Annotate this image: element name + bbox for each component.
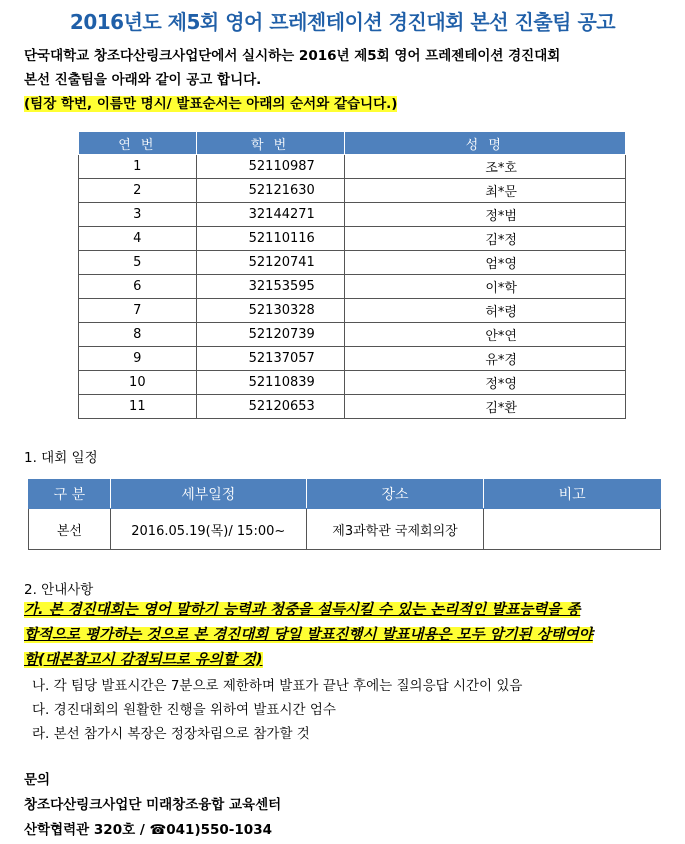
contact-org: 창조다산링크사업단 미래창조융합 교육센터 [24, 797, 282, 813]
schedule-heading: 1. 대회 일정 [24, 450, 98, 466]
finalist-row [79, 275, 626, 299]
notice-item: 라. 본선 참가시 복장은 정장차림으로 참가할 것 [32, 726, 310, 742]
finalist-name: 정*범 [344, 203, 625, 227]
notice-item: 다. 경진대회의 원활한 진행을 위하여 발표시간 엄수 [32, 702, 336, 718]
contact-office: 산학협력관 320호 / ☎041)550-1034 [24, 822, 272, 838]
contact-label: 문의 [24, 772, 51, 788]
finalist-no: 4 [79, 227, 197, 251]
finalist-student-id: 52110987 [196, 155, 344, 179]
finalist-row [79, 299, 626, 323]
finalist-no: 2 [79, 179, 197, 203]
schedule-table [28, 479, 661, 550]
schedule-category: 본선 [29, 509, 111, 550]
header-detail-schedule: 세부일정 [110, 480, 306, 509]
schedule-venue: 제3과학관 국제회의장 [306, 509, 484, 550]
finalist-no: 7 [79, 299, 197, 323]
finalist-name: 최*문 [344, 179, 625, 203]
finalist-row [79, 347, 626, 371]
finalist-name: 정*영 [344, 371, 625, 395]
schedule-remarks [484, 509, 661, 550]
finalist-row [79, 395, 626, 419]
finalist-row [79, 203, 626, 227]
finalist-no: 9 [79, 347, 197, 371]
finalist-row [79, 155, 626, 179]
schedule-datetime: 2016.05.19(목)/ 15:00~ [110, 509, 306, 550]
finalist-name: 허*령 [344, 299, 625, 323]
finalist-student-id: 52110839 [196, 371, 344, 395]
finalist-table-header [79, 132, 626, 155]
finalist-student-id: 52120741 [196, 251, 344, 275]
schedule-table-header [29, 480, 661, 509]
finalist-name: 이*학 [344, 275, 625, 299]
finalist-name: 김*환 [344, 395, 625, 419]
notice-item: 나. 각 팀당 발표시간은 7분으로 제한하며 발표가 끝난 후에는 질의응답 시간이 있음 [32, 678, 523, 694]
finalist-row [79, 371, 626, 395]
finalist-student-id: 52110116 [196, 227, 344, 251]
header-no: 연 번 [79, 132, 197, 155]
notice-highlight [24, 598, 664, 673]
finalist-no: 6 [79, 275, 197, 299]
finalist-student-id: 52137057 [196, 347, 344, 371]
page-title: 2016년도 제5회 영어 프레젠테이션 경진대회 본선 진출팀 공고 [69, 10, 616, 34]
finalist-table [78, 131, 626, 419]
finalist-no: 1 [79, 155, 197, 179]
finalist-row [79, 323, 626, 347]
finalist-student-id: 32153595 [196, 275, 344, 299]
finalist-row [79, 251, 626, 275]
header-venue: 장소 [306, 480, 484, 509]
finalist-no: 3 [79, 203, 197, 227]
header-name: 성 명 [344, 132, 625, 155]
intro-paragraph [24, 44, 664, 116]
finalist-name: 엄*영 [344, 251, 625, 275]
intro-line-2: 본선 진출팀을 아래와 같이 공고 합니다. [24, 72, 262, 88]
schedule-row [29, 509, 661, 550]
intro-highlight: (팀장 학번, 이름만 명시/ 발표순서는 아래의 순서와 같습니다.) [24, 96, 398, 112]
finalist-row [79, 179, 626, 203]
finalist-no: 11 [79, 395, 197, 419]
finalist-student-id: 52130328 [196, 299, 344, 323]
finalist-student-id: 52120739 [196, 323, 344, 347]
finalist-no: 8 [79, 323, 197, 347]
finalist-student-id: 52121630 [196, 179, 344, 203]
finalist-no: 10 [79, 371, 197, 395]
notice-highlight-line-3: 함(대본참고시 감점되므로 유의할 것) [24, 652, 263, 668]
finalist-student-id: 52120653 [196, 395, 344, 419]
finalist-name: 안*연 [344, 323, 625, 347]
notice-highlight-line-2: 합적으로 평가하는 것으로 본 경진대회 당일 발표진행시 발표내용은 모두 암기된 상태여야 [24, 627, 593, 643]
header-category: 구 분 [29, 480, 111, 509]
finalist-no: 5 [79, 251, 197, 275]
finalist-name: 조*호 [344, 155, 625, 179]
finalist-name: 김*정 [344, 227, 625, 251]
notice-highlight-line-1: 가. 본 경진대회는 영어 말하기 능력과 청중을 설득시킬 수 있는 논리적인 발표능력을 종 [24, 602, 581, 618]
finalist-name: 유*경 [344, 347, 625, 371]
notices-heading: 2. 안내사항 [24, 582, 94, 598]
contact-block [24, 768, 281, 843]
header-student-id: 학 번 [196, 132, 344, 155]
finalist-student-id: 32144271 [196, 203, 344, 227]
intro-line-1: 단국대학교 창조다산링크사업단에서 실시하는 2016년 제5회 영어 프레젠테이션 경진대회 [24, 48, 561, 64]
finalist-row [79, 227, 626, 251]
header-remarks: 비고 [484, 480, 661, 509]
